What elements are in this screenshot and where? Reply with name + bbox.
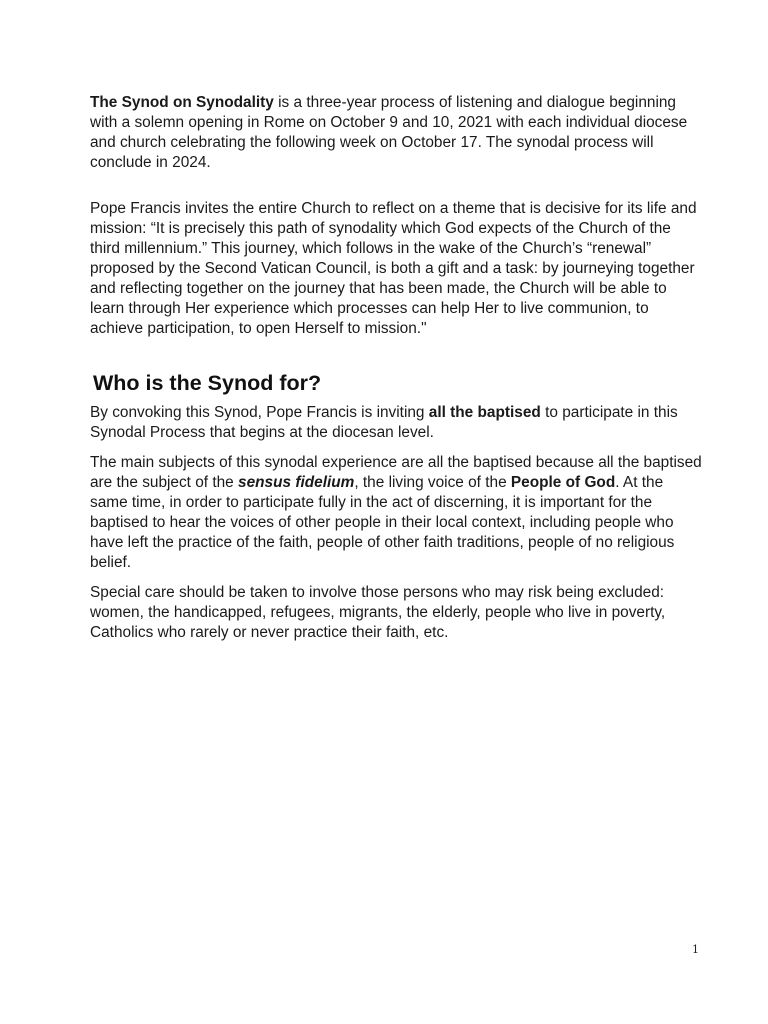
subjects-text-after: . At the same time, in order to participate fully in the act of discerning, it is important for the baptised to hear the voices of other people in their local context, including people who have left the practice of the faith, people of other faith traditions, people of no religious belief.: [90, 474, 675, 571]
quote-paragraph: Pope Francis invites the entire Church to reflect on a theme that is decisive for its life and mission: “It is precisely this path of synodality which God expects of the Church of the third millennium.” This journey, which follows in the wake of the Church’s “renewal” proposed by the Second Vatican Council, is both a gift and a task: by journeying together and reflecting together on the journey that has been made, the Church will be able to learn through Her experience which processes can help Her to live communion, to achieve participation, to open Herself to mission.": [90, 200, 697, 337]
subjects-paragraph: [90, 453, 705, 573]
intro-text: is a three-year process of listening and dialogue beginning with a solemn opening in Rome on October 9 and 10, 2021 with each individual diocese and church celebrating the following week on October 17. The synodal process will conclude in 2024.: [90, 94, 688, 171]
page-number: 1: [692, 943, 699, 956]
subjects-text-before: The main subjects of this synodal experience are all the baptised because all the baptised are the subject of the: [90, 454, 702, 491]
intro-term: The Synod on Synodality: [90, 94, 274, 111]
invitation-text-after: to participate in this Synodal Process that begins at the diocesan level.: [90, 404, 678, 441]
special-care-paragraph: Special care should be taken to involve those persons who may risk being excluded: women, the handicapped, refugees, migrants, the elderly, people who live in poverty, Catholics who rarely or never practice their faith, etc.: [90, 584, 666, 641]
people-of-god-term: People of God: [510, 474, 616, 491]
invitation-text-before: By convoking this Synod, Pope Francis is inviting: [90, 404, 429, 421]
document-page: [90, 93, 705, 643]
intro-paragraph: [90, 93, 705, 173]
sensus-fidelium-italic: sensus fidelium: [238, 474, 355, 491]
section-heading: Who is the Synod for?: [93, 371, 322, 395]
subjects-text-middle: , the living voice of the: [354, 474, 511, 491]
sensus-fidelium-term: [238, 474, 354, 491]
invitation-paragraph: [90, 403, 705, 443]
invitation-bold: all the baptised: [428, 404, 541, 421]
